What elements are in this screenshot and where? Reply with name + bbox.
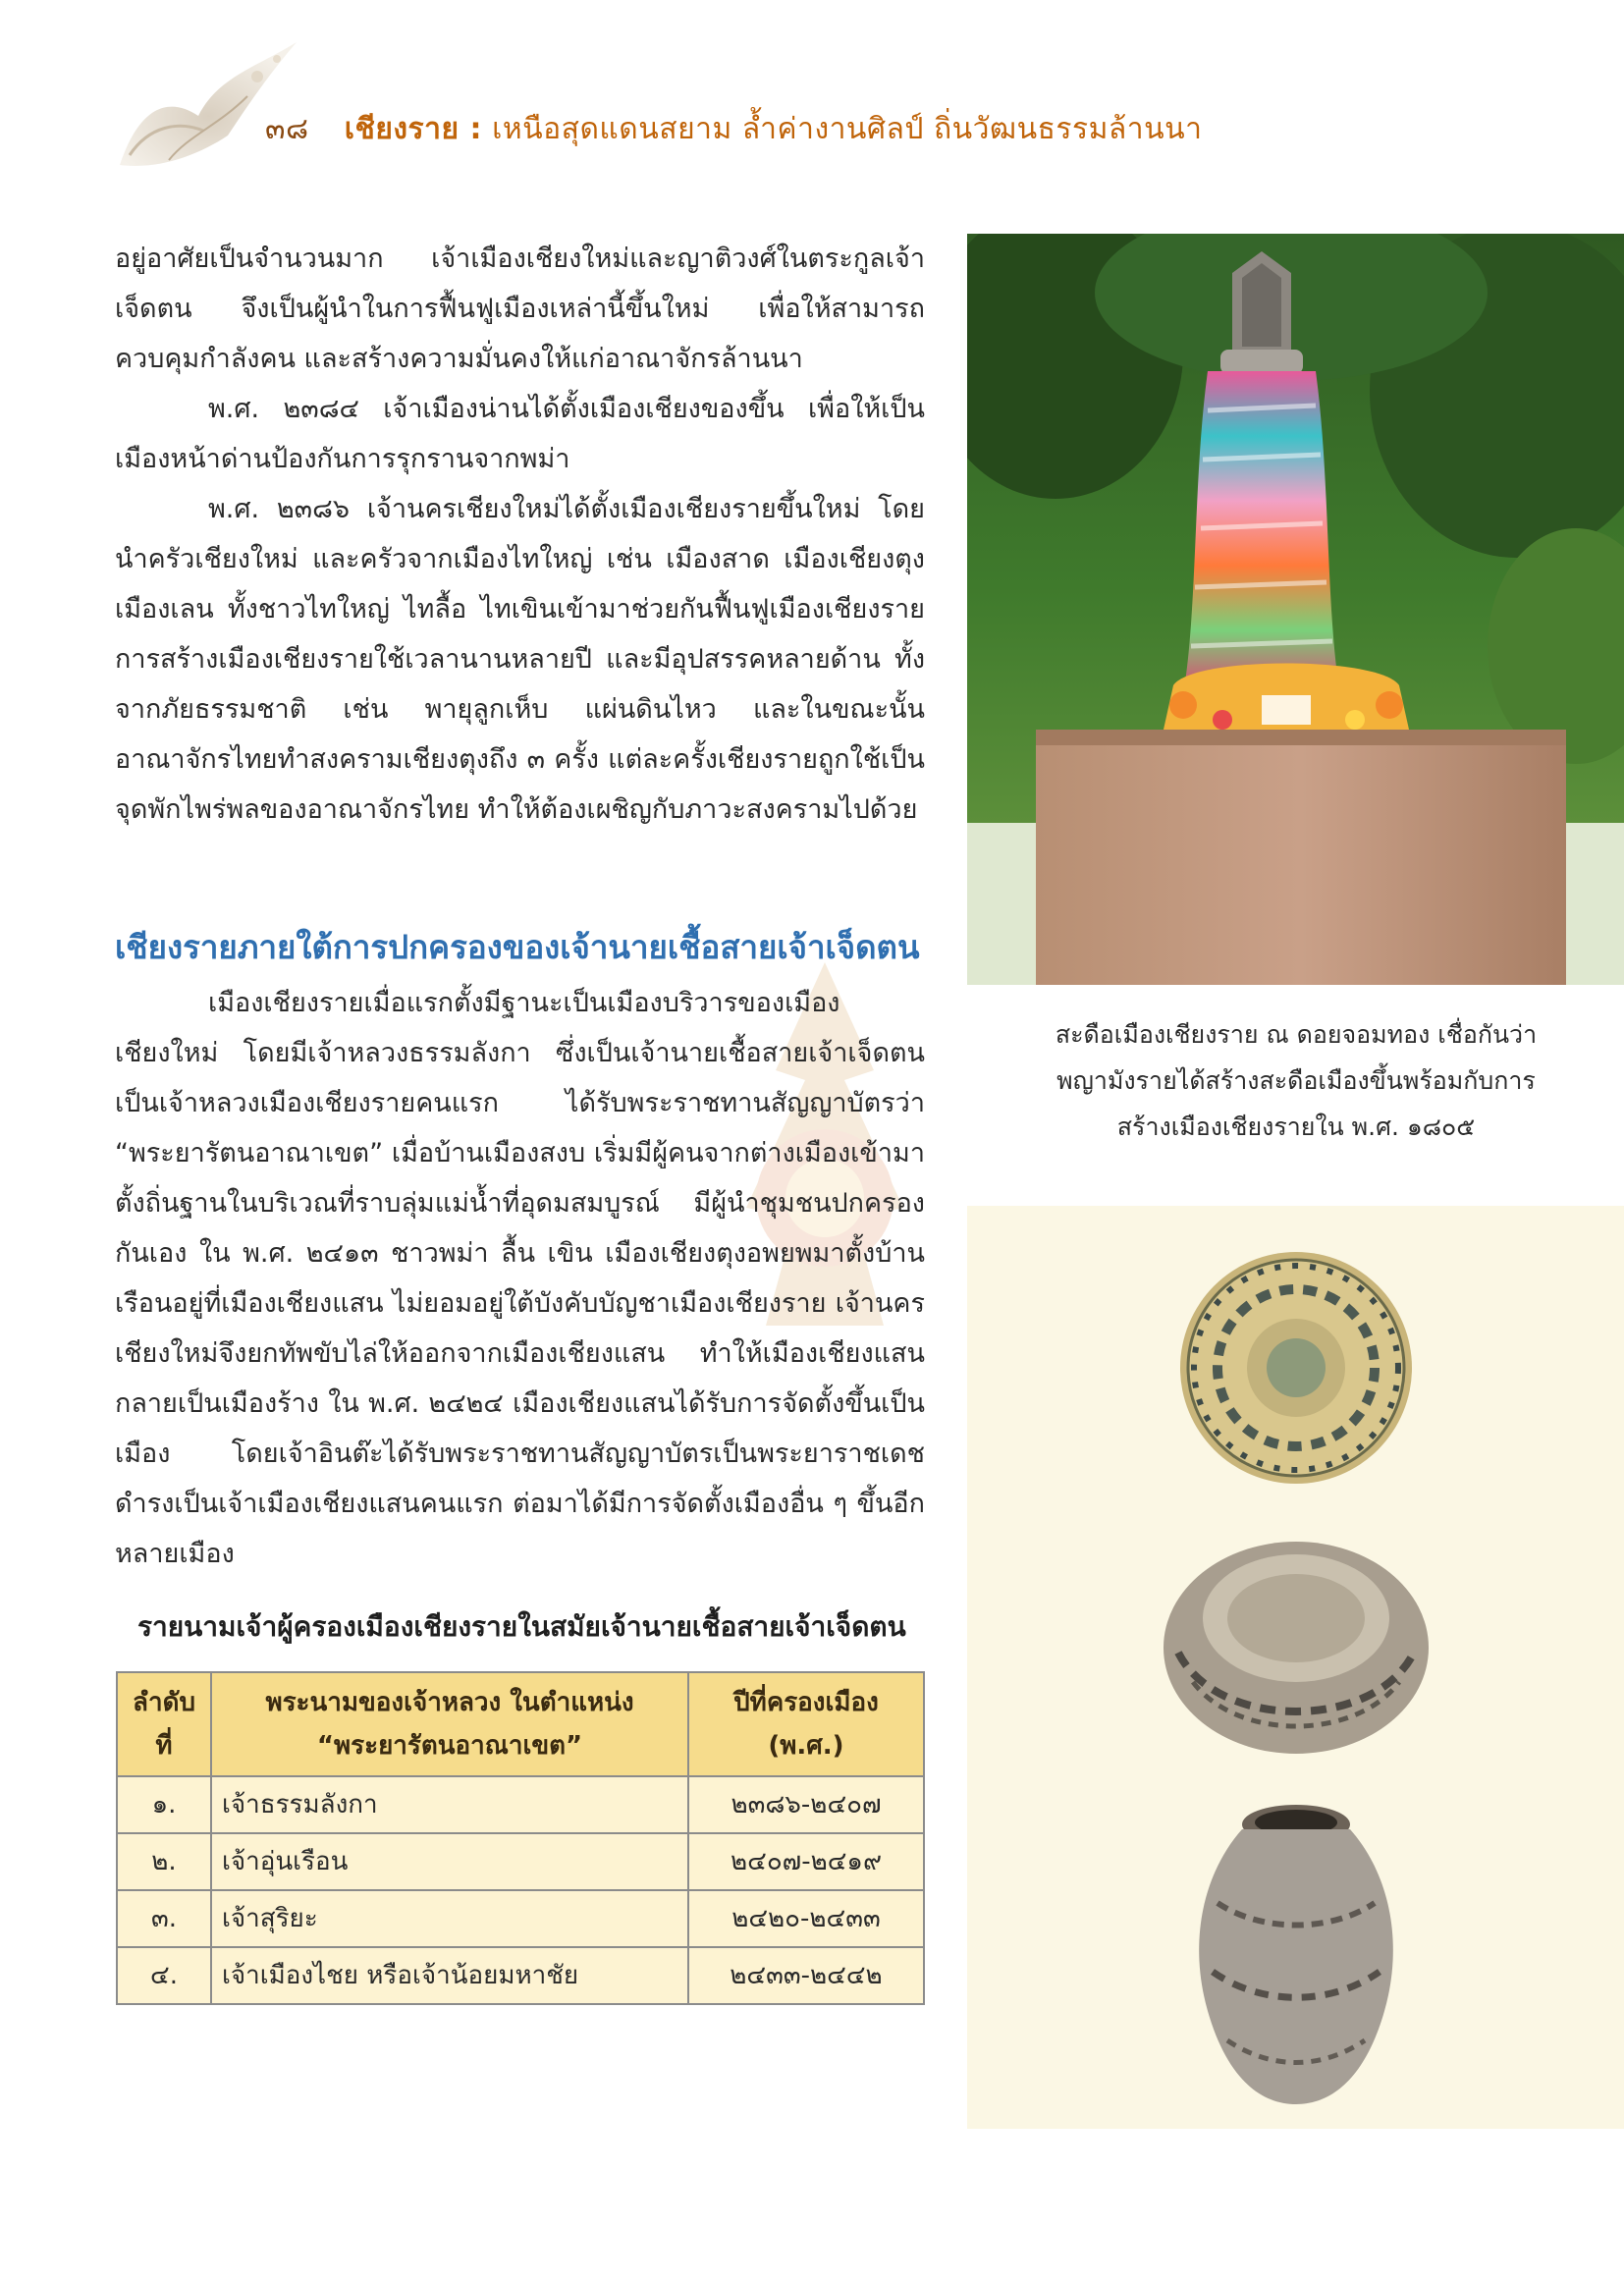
paragraph-4-text: เมืองเชียงรายเมื่อแรกตั้งมีฐานะเป็นเมืองบริวารของเมืองเชียงใหม่ โดยมีเจ้าหลวงธรรมลังกา ซึ่งเป็นเจ้านายเชื้อสายเจ้าเจ็ดตนเป็นเจ้าหลวงเมืองเชียงรายคนแรก ได้รับพระราชทานสัญญาบัตรว่า “พระยารัตนอาณาเขต” เมื่อบ้านเมืองสงบ เริ่มมีผู้คนจากต่างเมืองเข้ามาตั้งถิ่นฐานในบริเวณที่ราบลุ่มแม่น้ำที่อุดมสมบูรณ์ มีผู้นำชุมชนปกครองกันเอง ใน พ.ศ. ๒๔๑๓ ชาวพม่า ลื้น เขิน เมืองเชียงตุงอพยพมาตั้งบ้านเรือนอยู่ที่เมืองเชียงแสน ไม่ยอมอยู่ใต้บังคับบัญชาเมืองเชียงราย เจ้านครเชียงใหม่จึงยกทัพขับไล่ให้ออกจากเมืองเชียงแสน ทำให้เมืองเชียงแสนกลายเป็นเมืองร้าง ใน พ.ศ. ๒๔๒๔ เมืองเชียงแสนได้รับการจัดตั้งขึ้นเป็นเมือง โดยเจ้าอินต๊ะได้รับพระราชทานสัญญาบัตรเป็นพระยาราชเดชดำรงเป็นเจ้าเมืองเชียงแสนคนแรก ต่อมาได้มีการจัดตั้งเมืองอื่น ๆ ขึ้นอีกหลายเมือง (115, 988, 925, 1569)
paragraph-4 (115, 978, 925, 1579)
table-header-row (117, 1672, 924, 1776)
caption-line-1: สะดือเมืองเชียงราย ณ ดอยจอมทอง เชื่อกันว่า (1055, 1020, 1538, 1049)
ceramic-jar-image (1183, 1795, 1409, 2109)
photo-caption (982, 1011, 1610, 1150)
city-pillar-photo (967, 234, 1624, 985)
running-header (265, 106, 1202, 152)
page-number: ๓๘ (265, 112, 309, 146)
ceramics-panel (967, 1206, 1624, 2129)
rulers-table (116, 1671, 925, 2005)
table-row (117, 1776, 924, 1833)
ceramic-plate-image (1173, 1245, 1419, 1491)
cell-years: ๒๓๘๖-๒๔๐๗ (688, 1776, 924, 1833)
header-city: เชียงราย : (344, 112, 483, 146)
caption-line-2: พญามังรายได้สร้างสะดือเมืองขึ้นพร้อมกับการ (1056, 1066, 1536, 1095)
cell-years: ๒๔๓๓-๒๔๔๒ (688, 1947, 924, 2004)
table-row (117, 1833, 924, 1890)
header-subtitle: เหนือสุดแดนสยาม ล้ำค่างานศิลป์ ถิ่นวัฒนธรรมล้านนา (492, 112, 1203, 146)
cell-order: ๒. (117, 1833, 211, 1890)
cell-order: ๑. (117, 1776, 211, 1833)
cell-name: เจ้าอุ่นเรือน (211, 1833, 688, 1890)
paragraph-3 (115, 484, 925, 835)
cell-name: เจ้าสุริยะ (211, 1890, 688, 1947)
table-title: รายนามเจ้าผู้ครองเมืองเชียงรายในสมัยเจ้านายเชื้อสายเจ้าเจ็ดตน (137, 1610, 906, 1643)
cell-name: เจ้าเมืองไชย หรือเจ้าน้อยมหาชัย (211, 1947, 688, 2004)
section-heading: เชียงรายภายใต้การปกครองของเจ้านายเชื้อสายเจ้าเจ็ดตน (115, 928, 920, 966)
header-order: ลำดับ ที่ (117, 1672, 211, 1776)
paragraph-2-text: พ.ศ. ๒๓๘๔ เจ้าเมืองน่านได้ตั้งเมืองเชียงของขึ้น เพื่อให้เป็นเมืองหน้าด่านป้องกันการรุกรานจากพม่า (115, 394, 925, 474)
paragraph-3-text: พ.ศ. ๒๓๘๖ เจ้านครเชียงใหม่ได้ตั้งเมืองเชียงรายขึ้นใหม่ โดยนำครัวเชียงใหม่ และครัวจากเมืองไทใหญ่ เช่น เมืองสาด เมืองเชียงตุง เมืองเลน ทั้งชาวไทใหญ่ ไทลื้อ ไทเขินเข้ามาช่วยกันฟื้นฟูเมืองเชียงราย การสร้างเมืองเชียงรายใช้เวลานานหลายปี และมีอุปสรรคหลายด้าน ทั้งจากภัยธรรมชาติ เช่น พายุลูกเห็บ แผ่นดินไหว และในขณะนั้นอาณาจักรไทยทำสงครามเชียงตุงถึง ๓ ครั้ง แต่ละครั้งเชียงรายถูกใช้เป็นจุดพักไพร่พลของอาณาจักรไทย ทำให้ต้องเผชิญกับภาวะสงครามไปด้วย (115, 494, 925, 825)
ceramic-bowl-image (1159, 1535, 1434, 1761)
paragraph-2 (115, 384, 925, 484)
cell-years: ๒๔๐๗-๒๔๑๙ (688, 1833, 924, 1890)
paragraph-1: อยู่อาศัยเป็นจำนวนมาก เจ้าเมืองเชียงใหม่และญาติวงศ์ในตระกูลเจ้าเจ็ดตน จึงเป็นผู้นำในการฟื้นฟูเมืองเหล่านี้ขึ้นใหม่ เพื่อให้สามารถควบคุมกำลังคน และสร้างความมั่นคงให้แก่อาณาจักรล้านนา (115, 244, 925, 374)
cell-order: ๓. (117, 1890, 211, 1947)
header-name: พระนามของเจ้าหลวง ในตำแหน่ง “พระยารัตนอาณาเขต” (211, 1672, 688, 1776)
cell-name: เจ้าธรรมลังกา (211, 1776, 688, 1833)
cell-years: ๒๔๒๐-๒๔๓๓ (688, 1890, 924, 1947)
caption-line-3: สร้างเมืองเชียงรายใน พ.ศ. ๑๘๐๕ (1116, 1113, 1476, 1141)
cell-order: ๔. (117, 1947, 211, 2004)
table-row (117, 1890, 924, 1947)
header-years: ปีที่ครองเมือง (พ.ศ.) (688, 1672, 924, 1776)
table-row (117, 1947, 924, 2004)
